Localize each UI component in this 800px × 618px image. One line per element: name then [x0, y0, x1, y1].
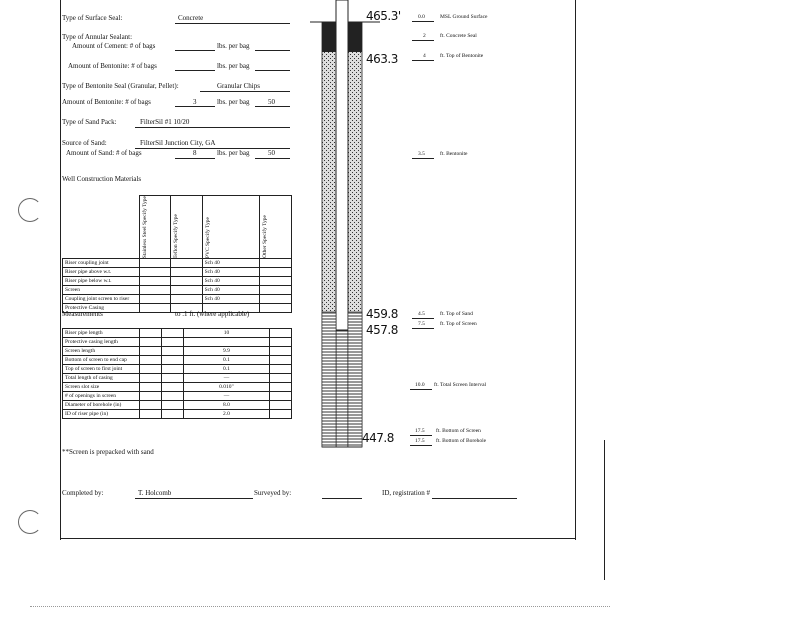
table-row — [63, 392, 292, 401]
depth-underline — [412, 318, 434, 319]
depth-label: ft. Concrete Seal — [440, 33, 477, 39]
well-screen — [336, 330, 348, 447]
page-bottom-edge — [60, 538, 576, 539]
table-row — [63, 259, 292, 268]
depth-underline — [412, 40, 434, 41]
well-diagram — [300, 0, 560, 470]
table-cell-label: Bottom of screen to end cap — [63, 356, 140, 365]
completed-by-line — [135, 498, 253, 499]
type-sand-pack-value: FilterSil #1 10/20 — [140, 118, 190, 126]
page-right-edge — [575, 0, 576, 540]
registration-line — [432, 498, 517, 499]
amount-sand-lbs-line — [255, 158, 290, 159]
amount-bentonite-unit: lbs. per bag — [217, 62, 250, 70]
surveyed-by-line — [322, 498, 362, 499]
table-cell: 8.0 — [183, 401, 269, 410]
table-row — [63, 295, 292, 304]
type-bentonite-seal-line — [200, 91, 290, 92]
scan-noise — [30, 606, 610, 609]
type-sand-pack-line — [135, 127, 290, 128]
depth-value: 7.5 — [418, 321, 425, 327]
type-annular-sealant-label: Type of Annular Sealant: — [62, 33, 133, 41]
depth-underline — [410, 435, 432, 436]
table-row — [63, 365, 292, 374]
table-cell-label: Screen length — [63, 347, 140, 356]
table-row — [63, 268, 292, 277]
table-cell: Sch 40 — [202, 286, 260, 295]
amount-sand-lbs: 50 — [268, 149, 275, 157]
table-cell-label: Top of screen to first joint — [63, 365, 140, 374]
materials-table — [62, 195, 292, 313]
amount-cement-lbs-line — [255, 50, 290, 51]
elevation-screen-top: 457.8 — [366, 323, 398, 337]
table-row — [63, 410, 292, 419]
depth-label: ft. Top of Sand — [440, 311, 473, 317]
table-row — [63, 277, 292, 286]
hole-punch-bottom — [18, 510, 42, 534]
table-row — [63, 338, 292, 347]
type-bentonite-seal-value: Granular Chips — [217, 82, 260, 90]
table-cell-label: Riser pipe below w.t. — [63, 277, 140, 286]
depth-value: 2 — [423, 33, 426, 39]
elevation-sand-top: 459.8 — [366, 307, 398, 321]
amount-cement-label: Amount of Cement: # of bags — [72, 42, 156, 50]
table-cell-label: Coupling joint screen to riser — [63, 295, 140, 304]
table-cell: Sch 40 — [202, 259, 260, 268]
completed-by-label: Completed by: — [62, 489, 104, 497]
depth-value: 17.5 — [415, 428, 425, 434]
amount-sand-bags: 8 — [193, 149, 197, 157]
amount-cement-line — [175, 50, 215, 51]
source-sand-label: Source of Sand: — [62, 139, 107, 147]
depth-label: ft. Top of Screen — [440, 321, 477, 327]
table-cell-label: Screen slot size — [63, 383, 140, 392]
materials-col-teflon: Teflon Specify Type — [171, 196, 203, 259]
hole-punch-top — [18, 198, 42, 222]
page-left-edge — [60, 0, 61, 540]
registration-label: ID, registration # — [382, 489, 431, 497]
sand-pack-left — [322, 312, 336, 447]
surveyed-by-label: Surveyed by: — [254, 489, 292, 497]
depth-value: 10.0 — [415, 382, 425, 388]
depth-value: 3.5 — [418, 151, 425, 157]
elevation-bentonite-top: 463.3 — [366, 52, 398, 66]
amount-bentonite-label: Amount of Bentonite: # of bags — [68, 62, 157, 70]
table-cell-label: Protective casing length — [63, 338, 140, 347]
elevation-top: 465.3' — [366, 9, 401, 23]
depth-label: ft. Bottom of Borehole — [436, 438, 487, 444]
depth-underline — [412, 328, 434, 329]
elevation-bottom: 447.8 — [362, 431, 394, 445]
depth-underline — [410, 389, 432, 390]
amount-sand-label: Amount of Sand: # of bags — [66, 149, 142, 157]
table-row — [63, 374, 292, 383]
materials-col-pvc: PVC Specify Type — [202, 196, 260, 259]
table-cell-label: Screen — [63, 286, 140, 295]
depth-underline — [412, 60, 434, 61]
depth-value: 4 — [423, 53, 426, 59]
table-row — [63, 383, 292, 392]
table-cell: 2.0 — [183, 410, 269, 419]
amount-cement-unit: lbs. per bag — [217, 42, 250, 50]
table-cell-label: Riser coupling joint — [63, 259, 140, 268]
concrete-seal-right — [348, 22, 362, 52]
source-sand-line — [135, 148, 290, 149]
table-cell: 0.1 — [183, 356, 269, 365]
depth-value: 4.5 — [418, 311, 425, 317]
table-cell-label: Riser pipe above w.t. — [63, 268, 140, 277]
measurements-table — [62, 328, 292, 419]
sand-pack-right — [348, 312, 362, 447]
table-cell-label: Total length of casing — [63, 374, 140, 383]
table-cell-label: # of openings in screen — [63, 392, 140, 401]
table-cell: Sch 40 — [202, 277, 260, 286]
amount-sand-bags-line — [175, 158, 215, 159]
depth-label: ft. Bentonite — [440, 151, 468, 157]
table-cell: — — [183, 374, 269, 383]
amount-sand-unit: lbs. per bag — [217, 149, 250, 157]
depth-label: ft. Total Screen Interval — [434, 382, 487, 388]
table-row — [63, 347, 292, 356]
materials-col-other: Other Specify Type — [260, 196, 292, 259]
table-cell: Sch 40 — [202, 268, 260, 277]
table-row — [63, 356, 292, 365]
table-cell-label: Protective Casing — [63, 304, 140, 313]
amount-bentonite-line — [175, 70, 215, 71]
depth-underline — [410, 445, 432, 446]
depth-value: 0.0 — [418, 14, 425, 20]
table-cell: Sch 40 — [202, 295, 260, 304]
scan-edge-line — [604, 440, 605, 580]
depth-label: MSL Ground Surface — [440, 14, 488, 20]
table-cell-label: Riser pipe length — [63, 329, 140, 338]
type-surface-seal-line — [175, 23, 290, 24]
type-surface-seal-value: Concrete — [178, 14, 204, 22]
table-cell: 0.010" — [183, 383, 269, 392]
type-sand-pack-label: Type of Sand Pack: — [62, 118, 117, 126]
well-materials-label: Well Construction Materials — [62, 175, 142, 183]
amount-bentonite2-unit: lbs. per bag — [217, 98, 250, 106]
table-cell — [183, 338, 269, 347]
table-row — [63, 286, 292, 295]
concrete-seal-left — [322, 22, 336, 52]
amount-bentonite2-label: Amount of Bentonite: # of bags — [62, 98, 151, 106]
amount-bentonite2-bags-line — [175, 106, 215, 107]
depth-label: ft. Top of Bentonite — [440, 53, 484, 59]
footnote: **Screen is prepacked with sand — [62, 448, 154, 456]
type-surface-seal-label: Type of Surface Seal: — [62, 14, 123, 22]
materials-col-stainless: Stainless Steel Specify Type — [139, 196, 171, 259]
measurements-label: Measurements — [62, 310, 103, 318]
table-cell: 0.1 — [183, 365, 269, 374]
source-sand-value: FilterSil Junction City, GA — [140, 139, 216, 147]
table-row — [63, 329, 292, 338]
amount-bentonite-lbs-line — [255, 70, 290, 71]
table-cell-label: Diameter of borehole (in) — [63, 401, 140, 410]
depth-underline — [412, 158, 434, 159]
depth-value: 17.5 — [415, 438, 425, 444]
amount-bentonite2-bags: 3 — [193, 98, 197, 106]
riser-pipe — [336, 0, 348, 330]
type-bentonite-seal-label: Type of Bentonite Seal (Granular, Pellet): — [62, 82, 179, 90]
table-cell: 10 — [183, 329, 269, 338]
table-row — [63, 401, 292, 410]
table-cell: — — [183, 392, 269, 401]
table-cell: 9.9 — [183, 347, 269, 356]
measurements-units: to .1 ft. (where applicable) — [175, 310, 250, 318]
completed-by-value: T. Holcomb — [138, 489, 172, 497]
depth-underline — [412, 21, 434, 22]
depth-label: ft. Bottom of Screen — [436, 428, 481, 434]
amount-bentonite2-lbs: 50 — [268, 98, 275, 106]
amount-bentonite2-lbs-line — [255, 106, 290, 107]
table-cell-label: ID of riser pipe (in) — [63, 410, 140, 419]
